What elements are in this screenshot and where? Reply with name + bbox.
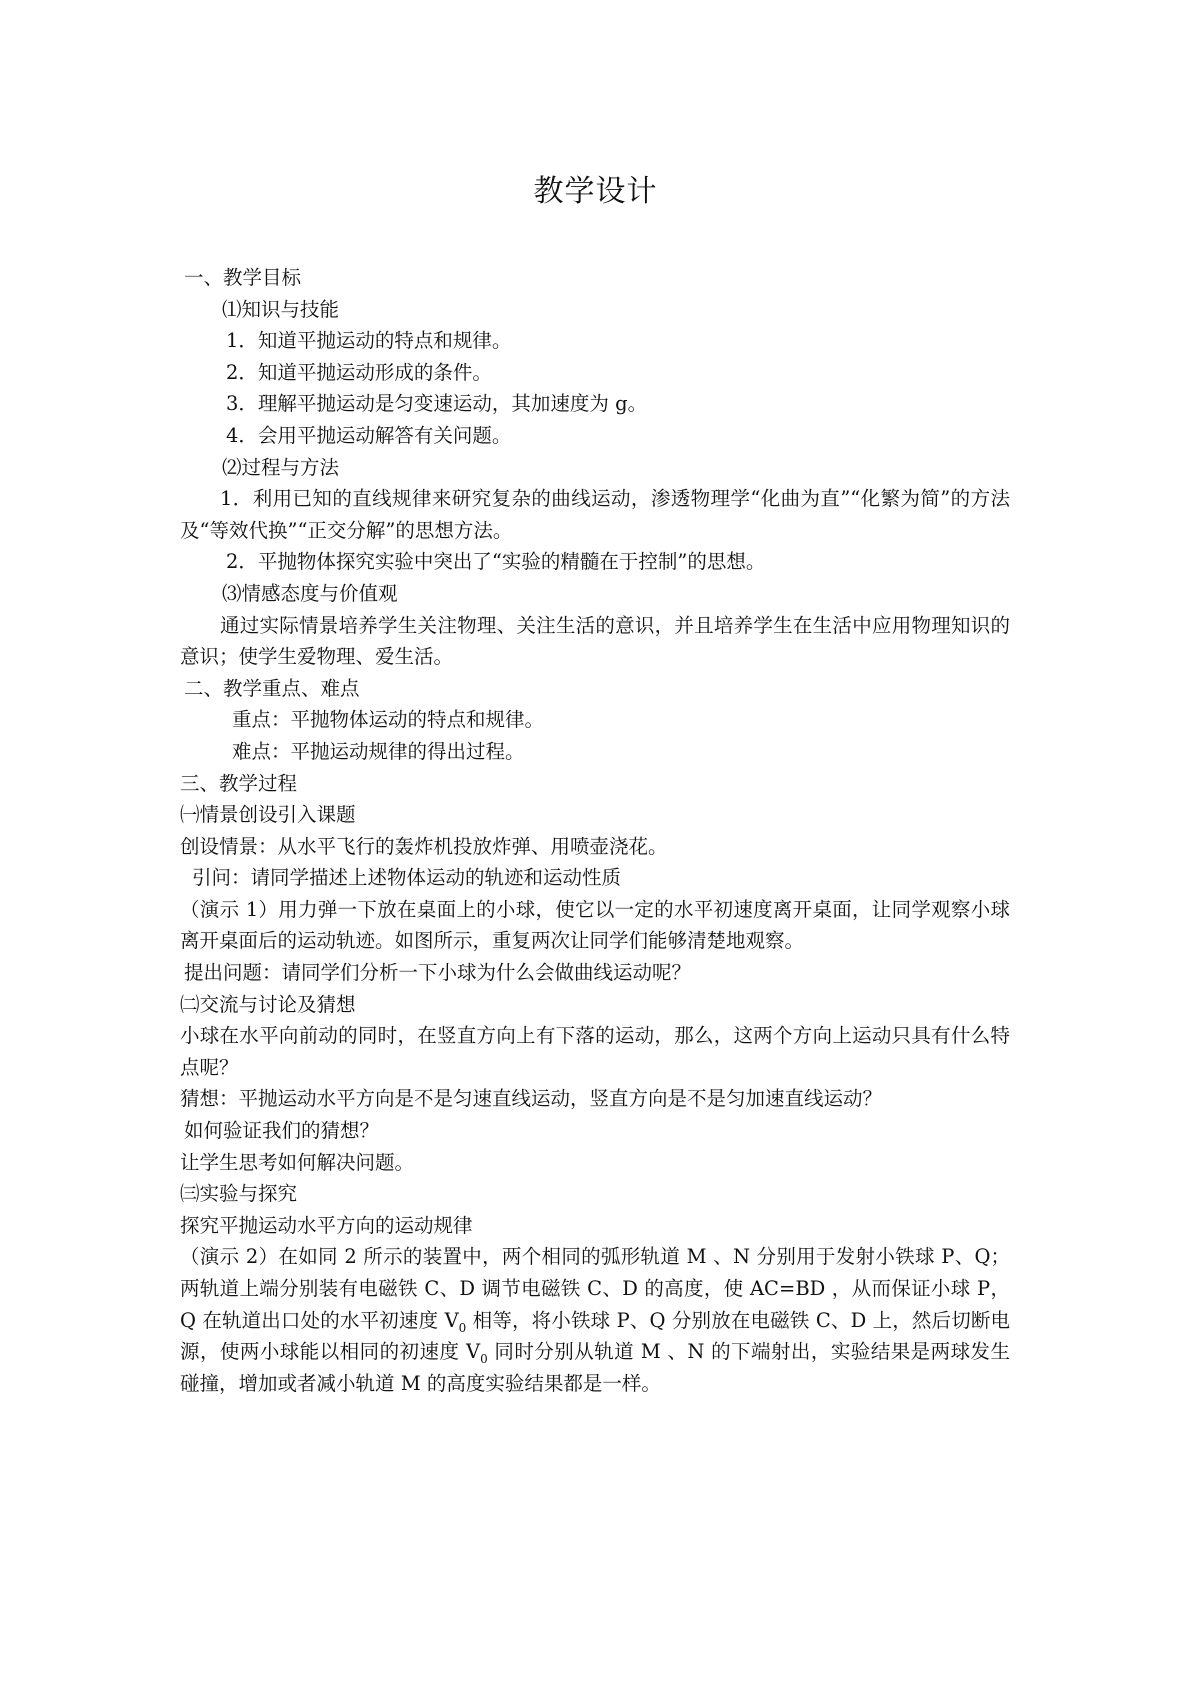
- attitude-paragraph: 通过实际情景培养学生关注物理、关注生活的意识，并且培养学生在生活中应用物理知识的意识；使学生爱物理、爱生活。: [180, 613, 1010, 669]
- objective-item-4: 4．会用平抛运动解答有关问题。: [226, 423, 512, 447]
- process-part-3: ㈢实验与探究: [180, 1182, 298, 1206]
- demo-2-text-part-3: 同时分别从轨道 M 、N 的下端射出，实验结果是两球发生碰撞，增加或者减小轨道 M 的高度实验结果都是一样。: [180, 1340, 1010, 1395]
- student-think: 让学生思考如何解决问题。: [180, 1150, 415, 1174]
- process-item-1: 1．利用已知的直线规律来研究复杂的曲线运动，渗透物理学“化曲为直”“化繁为简”的方法及“等效代换”“正交分解”的思想方法。: [180, 487, 1010, 542]
- problem-question: 提出问题：请同学们分析一下小球为什么会做曲线运动呢？: [184, 961, 692, 985]
- objective-item-2: 2．知道平抛运动形成的条件。: [226, 360, 492, 384]
- section-heading-process: 三、教学过程: [180, 771, 298, 795]
- subheading-knowledge-skills: ⑴知识与技能: [222, 297, 340, 321]
- objective-item-1: 1．知道平抛运动的特点和规律。: [226, 329, 512, 353]
- verify-question: 如何验证我们的猜想？: [184, 1119, 380, 1143]
- document-title: 教学设计: [533, 174, 658, 209]
- explore-title: 探究平抛运动水平方向的运动规律: [180, 1213, 473, 1237]
- demo-2-text-part-1: （演示 2）在如同 2 所示的装置中，两个相同的弧形轨道 M 、N 分别用于发射小铁球 P、Q；两轨道上端分别装有电磁铁 C、D 调节电磁铁 C、D 的高度，使 AC=BD ，从而保证小球 P，Q 在轨道出口处的水平初速度 V: [180, 1245, 1010, 1332]
- section-heading-objectives: 一、教学目标: [184, 266, 302, 289]
- hypothesis: 猜想：平抛运动水平方向是不是匀速直线运动，竖直方向是不是匀加速直线运动？: [180, 1087, 883, 1111]
- difficult-point: 难点：平抛运动规律的得出过程。: [232, 739, 525, 763]
- subscript-zero-2: 0: [480, 1352, 488, 1367]
- process-item-2: 2．平抛物体探究实验中突出了“实验的精髓在于控制”的思想。: [226, 550, 766, 574]
- demo-2-text-part-2: 相等，将小铁球 P、Q 分别放在电磁铁 C、D 上，然后切断电源，使两小球能以相同的初速度 V: [180, 1308, 1011, 1364]
- subscript-zero-1: 0: [458, 1320, 467, 1335]
- subheading-attitude-values: ⑶情感态度与价值观: [222, 581, 398, 605]
- process-part-2: ㈡交流与讨论及猜想: [180, 992, 356, 1016]
- section-heading-key-difficult: 二、教学重点、难点: [184, 676, 360, 700]
- objective-item-3: 3．理解平抛运动是匀变速运动，其加速度为 g。: [226, 392, 648, 416]
- guiding-question: 引问：请同学描述上述物体运动的轨迹和运动性质: [192, 866, 622, 890]
- document-body: [180, 262, 1010, 1399]
- demo-2-paragraph: [180, 1241, 1010, 1399]
- key-point: 重点：平抛物体运动的特点和规律。: [232, 708, 545, 732]
- scene-setup: 创设情景：从水平飞行的轰炸机投放炸弹、用喷壶浇花。: [180, 834, 668, 858]
- process-part-1: ㈠情景创设引入课题: [180, 803, 356, 827]
- demo-1-paragraph: （演示 1）用力弹一下放在桌面上的小球，使它以一定的水平初速度离开桌面，让同学观察小球离开桌面后的运动轨迹。如图所示，重复两次让同学们能够清楚地观察。: [180, 897, 1010, 953]
- subheading-process-method: ⑵过程与方法: [222, 455, 340, 479]
- discussion-paragraph: 小球在水平向前动的同时，在竖直方向上有下落的运动，那么，这两个方向上运动只具有什么特点呢？: [180, 1024, 1010, 1079]
